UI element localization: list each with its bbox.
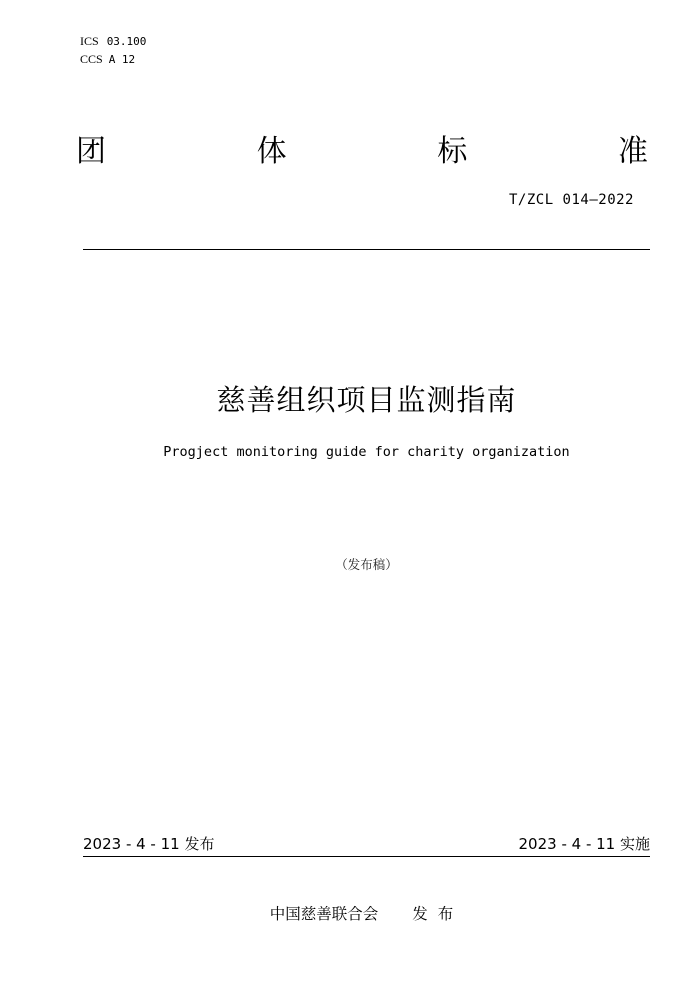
title-chinese: 慈善组织项目监测指南: [216, 383, 517, 417]
publisher-action: 发布: [412, 905, 464, 923]
top-divider: [83, 249, 650, 250]
ccs-label: CCS: [80, 52, 103, 66]
publisher-line: [0, 904, 700, 924]
doc-type-char: 团: [76, 134, 106, 169]
ccs-code: A 12: [108, 53, 136, 66]
ics-line: [80, 34, 146, 49]
release-date: 2023 - 4 - 11 发布: [83, 835, 215, 853]
ics-code: 03.100: [106, 35, 147, 48]
bottom-divider: [83, 856, 650, 857]
doc-type-char: 体: [256, 134, 287, 169]
draft-status: （发布稿）: [335, 557, 398, 572]
document-type-heading: [76, 134, 648, 170]
doc-type-char: 标: [437, 134, 468, 169]
ics-label: ICS: [80, 34, 99, 48]
ccs-line: [80, 52, 135, 67]
standard-number: T/ZCL 014—2022: [508, 192, 634, 208]
title-english: Progject monitoring guide for charity organization: [163, 444, 570, 460]
publisher-name: 中国慈善联合会: [269, 905, 379, 923]
doc-type-char: 准: [617, 134, 648, 169]
implementation-date: 2023 - 4 - 11 实施: [518, 835, 650, 853]
